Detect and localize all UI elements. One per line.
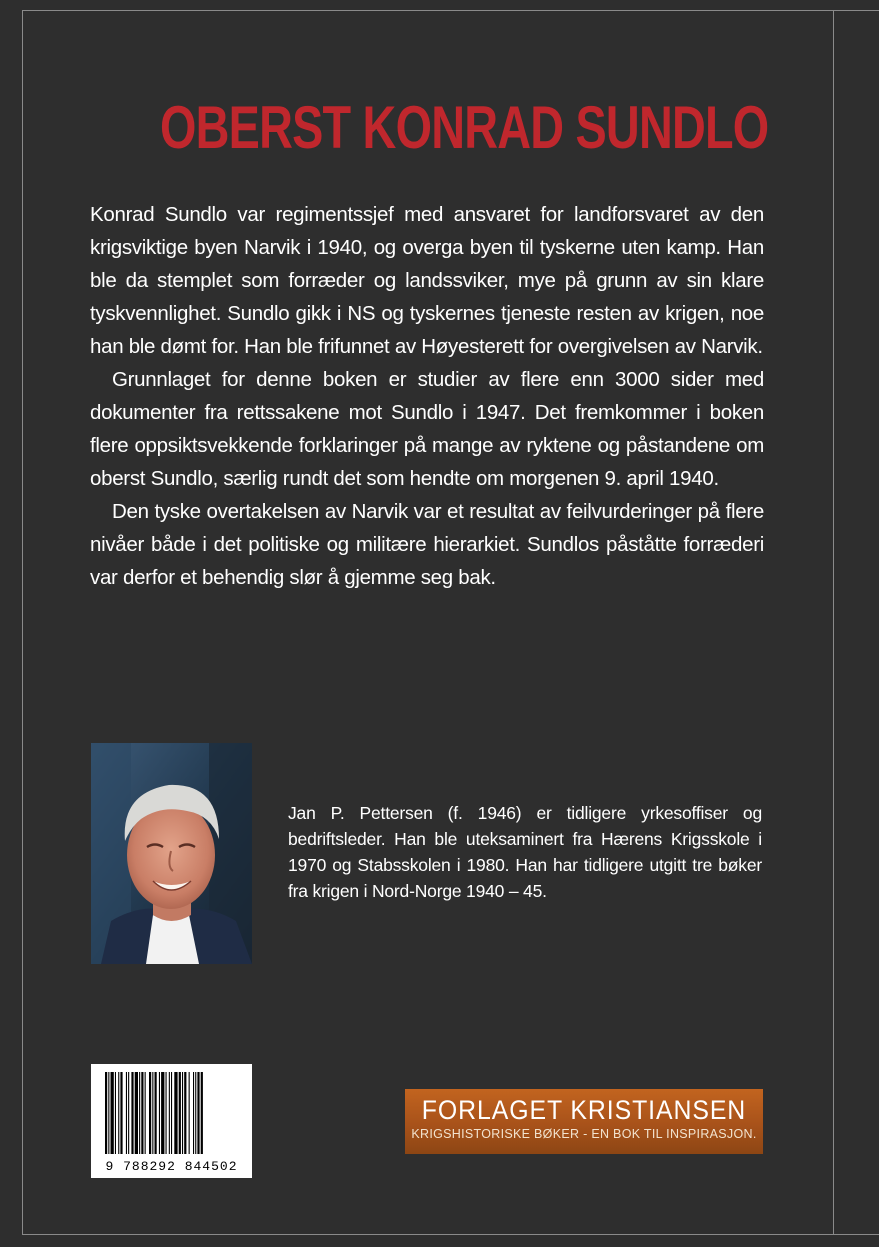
cover-frame [22,10,834,1235]
barcode-bar [174,1072,177,1154]
book-title: OBERST KONRAD SUNDLO [160,94,769,161]
author-portrait-image [91,743,252,964]
barcode-bar [128,1072,129,1154]
barcode-bar [155,1072,157,1154]
author-photo [91,743,252,964]
publisher-name: FORLAGET KRISTIANSEN [421,1095,747,1125]
barcode-bar [131,1072,133,1154]
barcode-bar [169,1072,170,1154]
barcode-bar [171,1072,172,1154]
barcode-bar [201,1072,203,1154]
spine-edge [834,10,879,1235]
blurb-paragraph-1: Konrad Sundlo var regimentssjef med ansvaret for landforsvaret av den krigsviktige byen Narvik i 1940, og overga byen til tyskerne uten kamp. Han ble da stemplet som forræder og landssviker, mye på grunn av sin klare tyskvennlighet. Sundlo gikk i NS og tyskernes tjeneste resten av krigen, noe han ble dømt for. Han ble frifunnet av Høyesterett for overgivelsen av Narvik. [90,203,764,358]
blurb-paragraph-2: Grunnlaget for denne boken er studier av flere enn 3000 sider med dokumenter fra rettssakene mot Sundlo i 1947. Det fremkommer i boken flere oppsiktsvekkende forklaringer på mange av ryktene og påstandene om oberst Sundlo, særlig rundt det som hendte om morgenen 9. april 1940. [90,368,764,490]
barcode-bar [135,1072,138,1154]
barcode-bar [118,1072,119,1154]
barcode-bar [166,1072,167,1154]
barcode-bar [149,1072,151,1154]
publisher-badge [405,1089,763,1154]
barcode-bar [108,1072,109,1154]
barcode-bar [182,1072,183,1154]
barcode-bar [145,1072,146,1154]
barcode-bar [193,1072,194,1154]
isbn-barcode [91,1064,252,1178]
barcode-bar [105,1072,107,1154]
barcode-bar [189,1072,190,1154]
isbn-number: 9 788292 844502 [105,1159,238,1174]
barcode-bar [195,1072,196,1154]
barcode-bar [152,1072,153,1154]
back-cover-blurb [90,198,764,594]
publisher-tagline: KRIGSHISTORISKE BØKER - EN BOK TIL INSPIRASJON. [411,1127,757,1141]
barcode-bar [161,1072,164,1154]
blurb-paragraph-3: Den tyske overtakelsen av Narvik var et resultat av feilvurderinger på flere nivåer både i det politiske og militære hierarkiet. Sundlos påståtte forræderi var derfor et behendig slør å gjemme seg bak. [90,500,764,589]
barcode-bar [197,1072,199,1154]
barcode-bar [111,1072,114,1154]
author-bio: Jan P. Pettersen (f. 1946) er tidligere yrkesoffiser og bedriftsleder. Han ble uteksaminert fra Hærens Krigsskole i 1970 og Stabsskolen i 1980. Han har tidligere utgitt tre bøker fra krigen i Nord-Norge 1940 – 45. [288,803,762,901]
barcode-bars [101,1072,242,1154]
barcode-bar [141,1072,143,1154]
barcode-bar [126,1072,127,1154]
barcode-bar [120,1072,122,1154]
barcode-bar [184,1072,186,1154]
barcode-bar [159,1072,160,1154]
barcode-bar [115,1072,116,1154]
barcode-bar [139,1072,140,1154]
barcode-bar [179,1072,181,1154]
